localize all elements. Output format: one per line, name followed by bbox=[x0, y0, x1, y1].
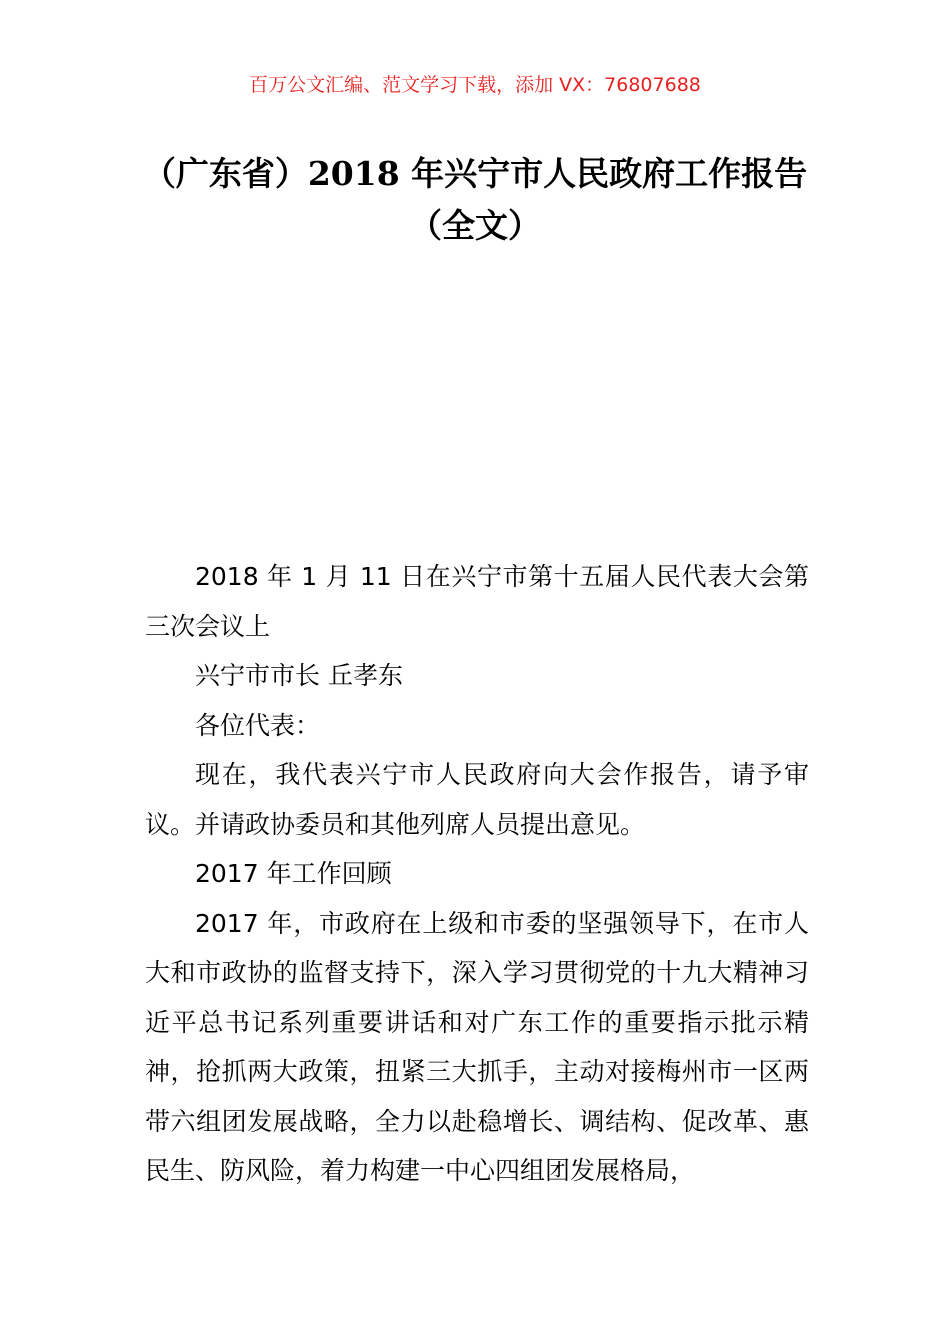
paragraph-review: 2017 年，市政府在上级和市委的坚强领导下，在市人大和市政协的监督支持下，深入学习贯彻党的十九大精神习近平总书记系列重要讲话和对广东工作的重要指示批示精神，抢抓两大政策，扭紧三大抓手，主动对接梅州市一区两带六组团发展战略，全力以赴稳增长、调结构、促改革、惠民生、防风险，着力构建一中心四组团发展格局， bbox=[145, 908, 809, 1185]
paragraph-intro: 现在，我代表兴宁市人民政府向大会作报告，请予审议。并请政协委员和其他列席人员提出意见。 bbox=[145, 760, 809, 839]
document-body bbox=[145, 552, 809, 1196]
document-title: （广东省）2018 年兴宁市人民政府工作报告（全文） bbox=[142, 154, 808, 245]
paragraph-speaker: 兴宁市市长 丘孝东 bbox=[195, 661, 403, 690]
paragraph-salutation: 各位代表： bbox=[195, 710, 321, 740]
header-promo-note: 百万公文汇编、范文学习下载，添加 VX：76807688 bbox=[249, 74, 701, 96]
paragraph-meeting-info: 2018 年 1 月 11 日在兴宁市第十五届人民代表大会第三次会议上 bbox=[145, 562, 809, 641]
section-heading: 2017 年工作回顾 bbox=[195, 859, 392, 888]
